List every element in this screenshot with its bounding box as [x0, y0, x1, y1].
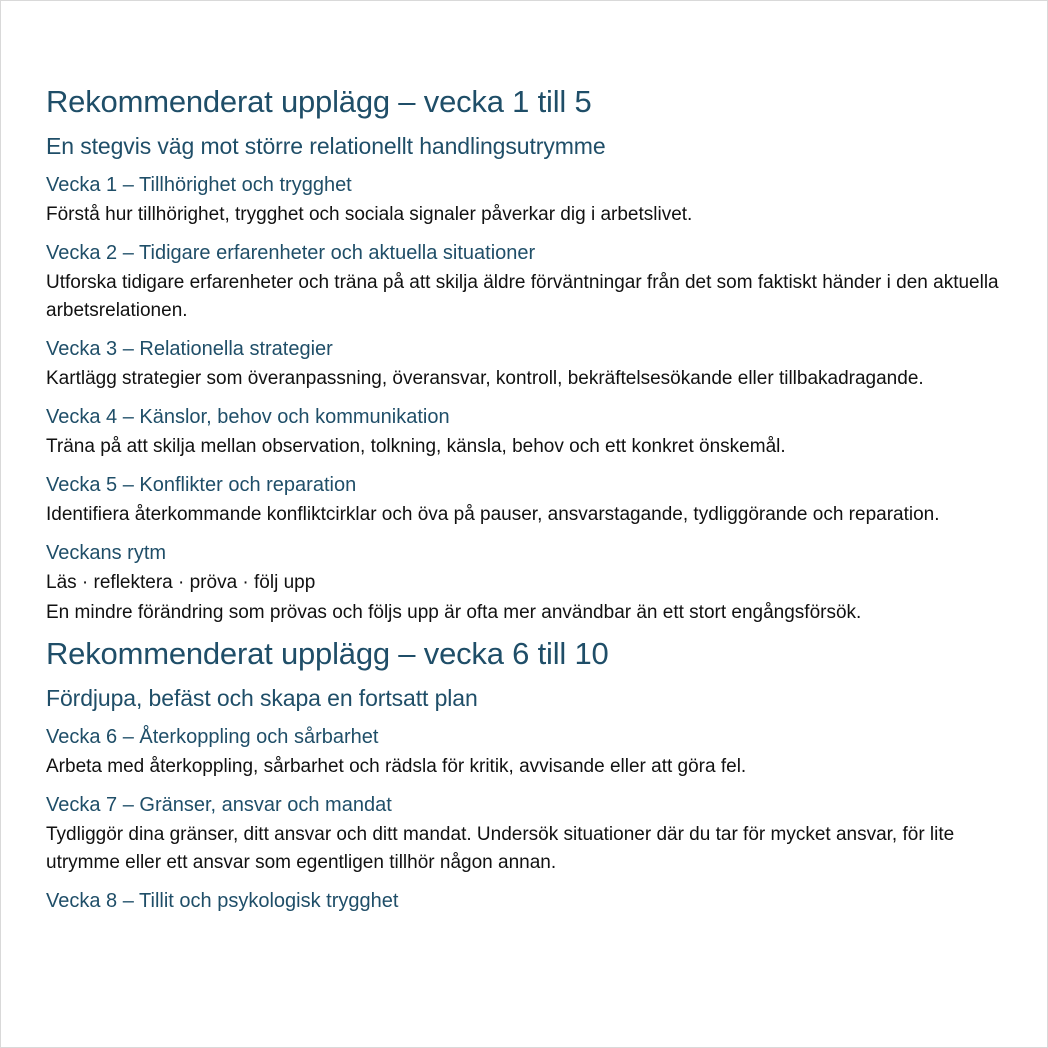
section-weeks-6-10 — [46, 635, 1026, 915]
week-4 — [46, 404, 1026, 461]
section-subtitle: Fördjupa, befäst och skapa en fortsatt plan — [46, 685, 478, 711]
week-description: Förstå hur tillhörighet, trygghet och sociala signaler påverkar dig i arbetslivet. — [46, 204, 693, 225]
week-title: Vecka 8 – Tillit och psykologisk trygghet — [46, 890, 399, 912]
week-description: Identifiera återkommande konfliktcirklar och öva på pauser, ansvarstagande, tydliggörande och reparation. — [46, 504, 940, 525]
week-2 — [46, 240, 1026, 325]
week-5 — [46, 472, 1026, 529]
week-1 — [46, 172, 1026, 229]
week-7 — [46, 792, 1026, 877]
week-title: Vecka 1 – Tillhörighet och trygghet — [46, 174, 352, 196]
week-6 — [46, 724, 1026, 781]
section-subtitle: En stegvis väg mot större relationellt handlingsutrymme — [46, 133, 606, 159]
week-title: Vecka 7 – Gränser, ansvar och mandat — [46, 794, 392, 816]
week-3 — [46, 336, 1026, 393]
document-content — [46, 83, 1026, 915]
week-description: Tydliggör dina gränser, ditt ansvar och ditt mandat. Undersök situationer där du tar för mycket ansvar, för lite utrymme eller ett ansvar som egentligen tillhör någon annan. — [46, 824, 955, 873]
week-title: Vecka 3 – Relationella strategier — [46, 338, 333, 360]
section-title: Rekommenderat upplägg – vecka 1 till 5 — [46, 84, 592, 119]
section-title: Rekommenderat upplägg – vecka 6 till 10 — [46, 636, 609, 671]
week-8 — [46, 888, 1026, 915]
week-description: Kartlägg strategier som överanpassning, överansvar, kontroll, bekräftelsesökande eller tillbakadragande. — [46, 368, 924, 389]
weekly-rhythm — [46, 540, 1026, 627]
section-weeks-1-5 — [46, 83, 1026, 627]
week-title: Veckans rytm — [46, 542, 167, 564]
week-title: Vecka 2 – Tidigare erfarenheter och aktuella situationer — [46, 242, 536, 264]
week-title: Vecka 6 – Återkoppling och sårbarhet — [46, 726, 379, 748]
weekly-rhythm-steps: Läs · reflektera · pröva · följ upp — [46, 572, 316, 593]
weekly-rhythm-note: En mindre förändring som prövas och följs upp är ofta mer användbar än ett stort engångsförsök. — [46, 602, 862, 623]
week-description: Utforska tidigare erfarenheter och träna på att skilja äldre förväntningar från det som faktiskt händer i den aktuella arbetsrelationen. — [46, 272, 999, 321]
week-title: Vecka 4 – Känslor, behov och kommunikation — [46, 406, 450, 428]
week-description: Träna på att skilja mellan observation, tolkning, känsla, behov och ett konkret önskemål. — [46, 436, 786, 457]
week-title: Vecka 5 – Konflikter och reparation — [46, 474, 357, 496]
week-description: Arbeta med återkoppling, sårbarhet och rädsla för kritik, avvisande eller att göra fel. — [46, 756, 747, 777]
